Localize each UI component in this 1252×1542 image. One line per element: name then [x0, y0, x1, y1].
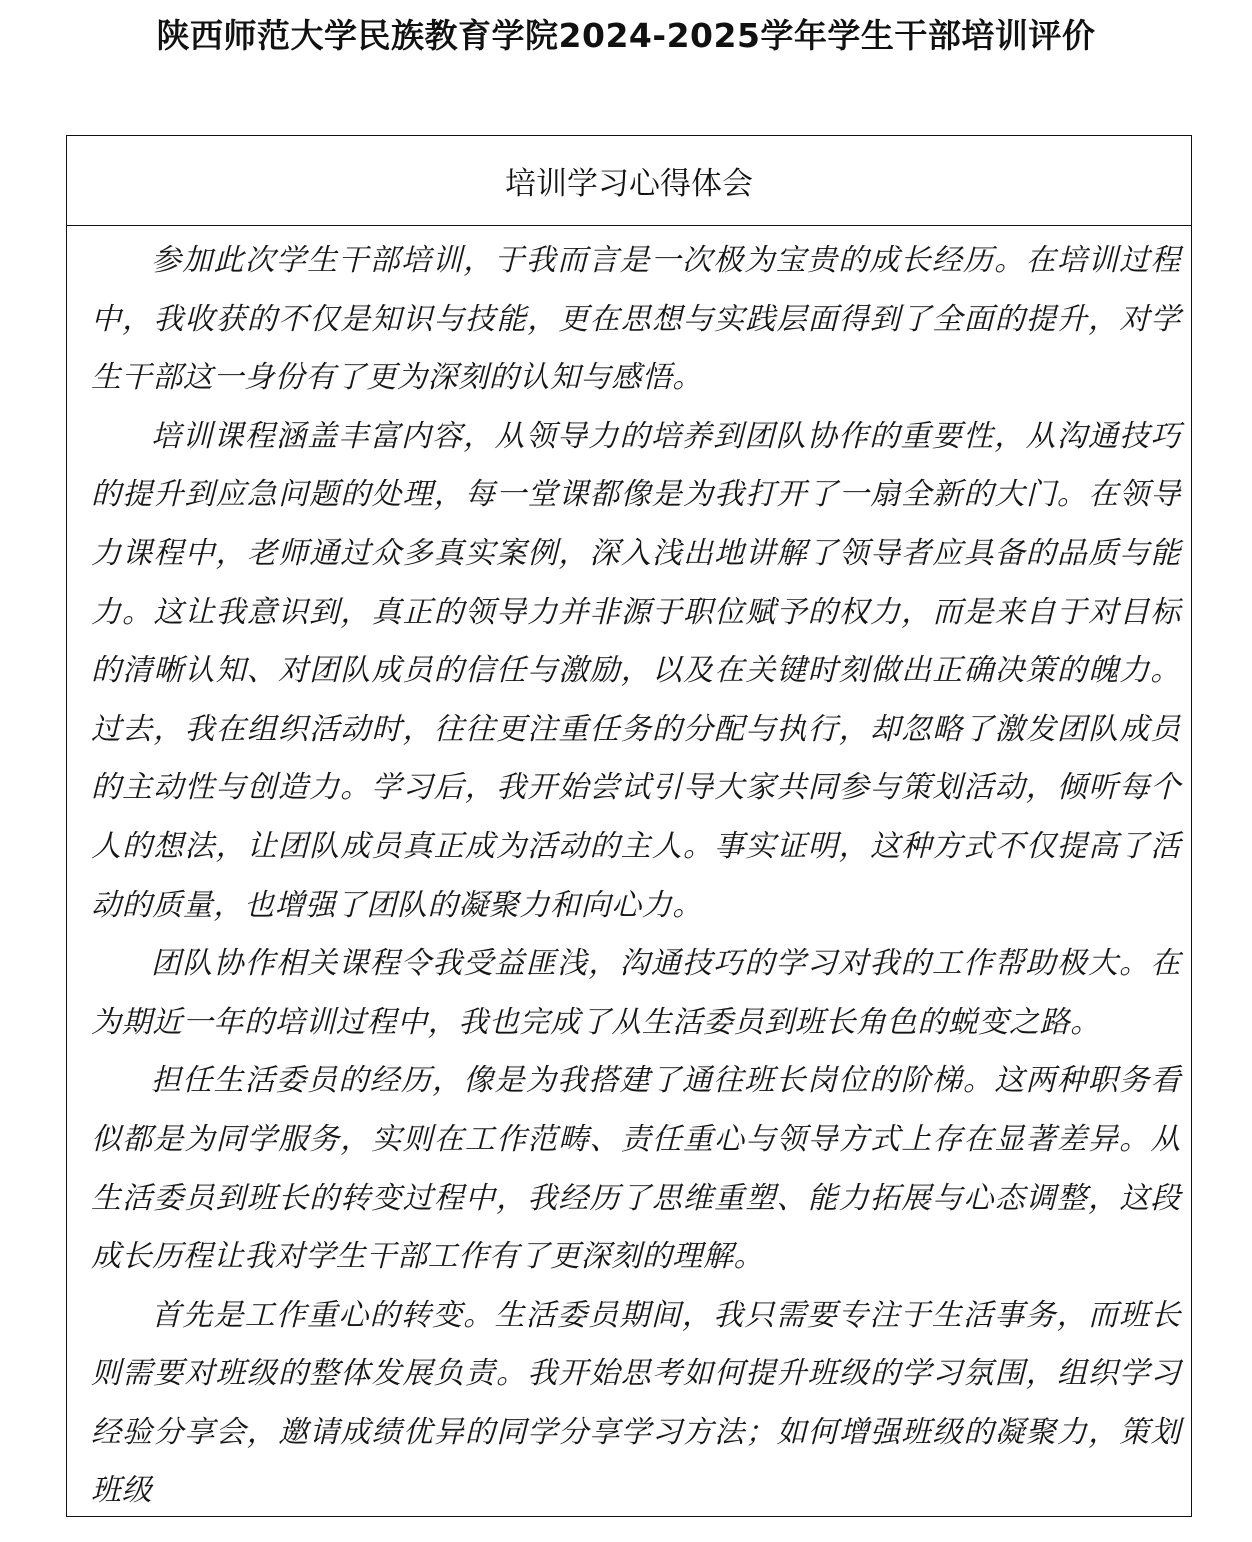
handwritten-essay	[67, 226, 1191, 1521]
document-title: 陕西师范大学民族教育学院2024-2025学年学生干部培训评价	[156, 16, 1096, 55]
essay-paragraph: 首先是工作重心的转变。生活委员期间，我只需要专注于生活事务，而班长则需要对班级的整体发展负责。我开始思考如何提升班级的学习氛围，组织学习经验分享会，邀请成绩优异的同学分享学习方法；如何增强班级的凝聚力，策划班级	[91, 1297, 1181, 1509]
section-heading: 培训学习心得体会	[67, 136, 1191, 226]
essay-paragraph: 团队协作相关课程令我受益匪浅，沟通技巧的学习对我的工作帮助极大。在为期近一年的培训过程中，我也完成了从生活委员到班长角色的蜕变之路。	[91, 946, 1181, 1040]
evaluation-form-frame	[66, 135, 1192, 1517]
essay-paragraph: 参加此次学生干部培训，于我而言是一次极为宝贵的成长经历。在培训过程中，我收获的不仅是知识与技能，更在思想与实践层面得到了全面的提升，对学生干部这一身份有了更为深刻的认知与感悟。	[91, 243, 1181, 396]
essay-paragraph: 培训课程涵盖丰富内容，从领导力的培养到团队协作的重要性，从沟通技巧的提升到应急问题的处理，每一堂课都像是为我打开了一扇全新的大门。在领导力课程中，老师通过众多真实案例，深入浅出地讲解了领导者应具备的品质与能力。这让我意识到，真正的领导力并非源于职位赋予的权力，而是来自于对目标的清晰认知、对团队成员的信任与激励，以及在关键时刻做出正确决策的魄力。过去，我在组织活动时，往往更注重任务的分配与执行，却忽略了激发团队成员的主动性与创造力。学习后，我开始尝试引导大家共同参与策划活动，倾听每个人的想法，让团队成员真正成为活动的主人。事实证明，这种方式不仅提高了活动的质量，也增强了团队的凝聚力和向心力。	[91, 418, 1181, 923]
essay-paragraph: 担任生活委员的经历，像是为我搭建了通往班长岗位的阶梯。这两种职务看似都是为同学服务，实则在工作范畴、责任重心与领导方式上存在显著差异。从生活委员到班长的转变过程中，我经历了思维重塑、能力拓展与心态调整，这段成长历程让我对学生干部工作有了更深刻的理解。	[91, 1063, 1181, 1275]
